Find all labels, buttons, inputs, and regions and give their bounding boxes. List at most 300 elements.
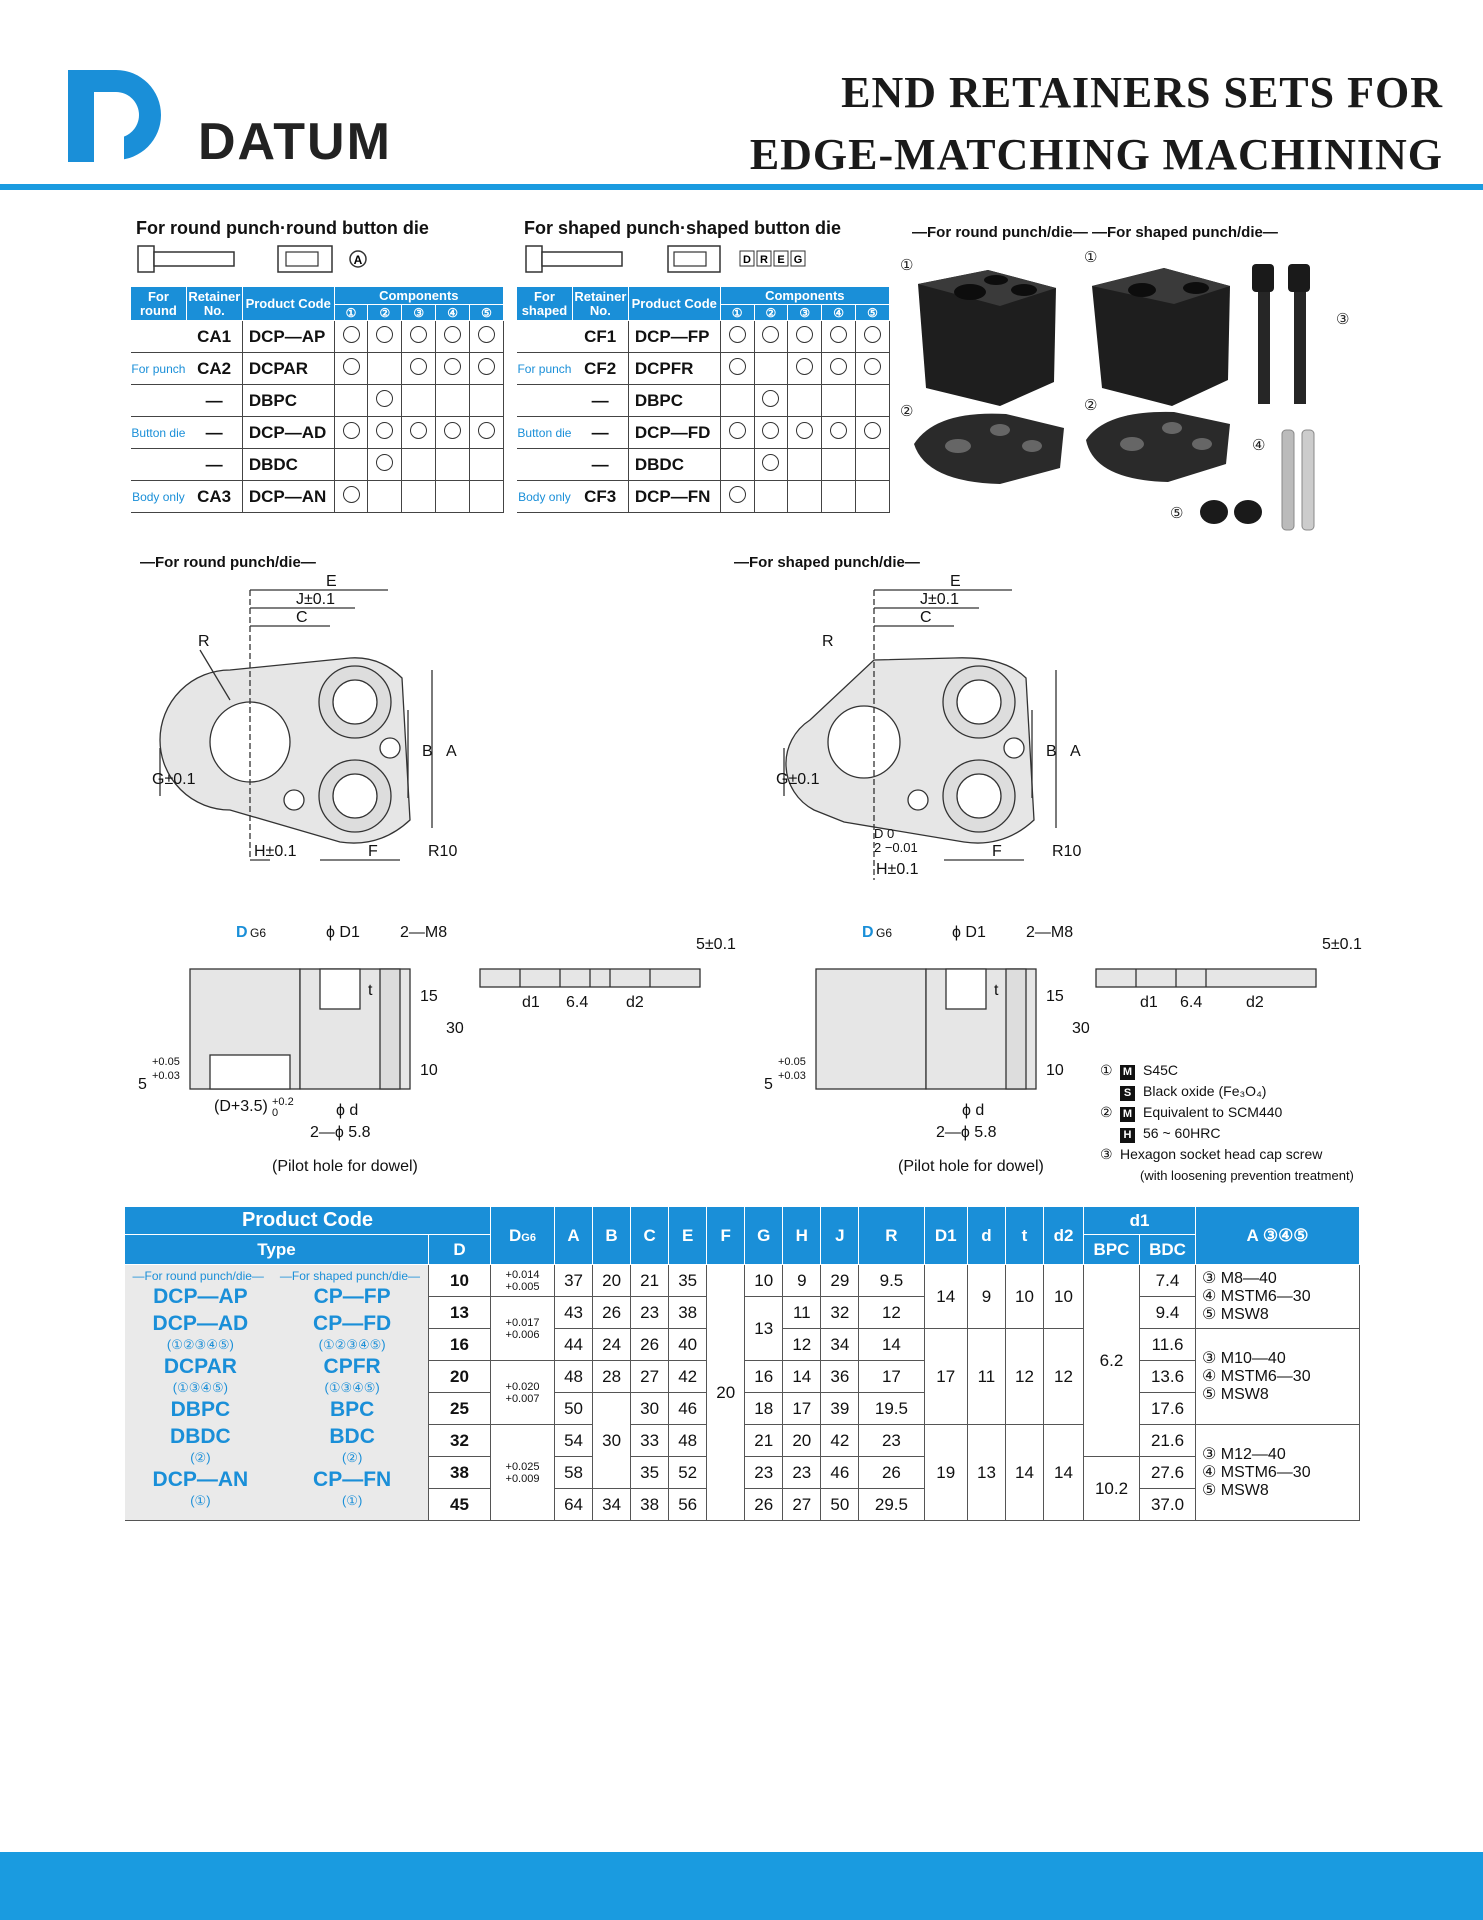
dim-r: R	[822, 633, 834, 650]
j-value: 29	[821, 1265, 859, 1297]
round-type-head: —For round punch/die—	[132, 1269, 264, 1283]
component-num-1: ①	[720, 305, 754, 321]
material-text: (with loosening prevention treatment)	[1140, 1168, 1354, 1183]
material-code-badge: M	[1120, 1107, 1135, 1122]
dim-dtol0: 0	[272, 1107, 279, 1119]
row-group: Body only	[517, 481, 573, 513]
included-circle-icon	[410, 358, 427, 375]
component-cell	[368, 449, 402, 481]
material-text: Black oxide (Fe₃O₄)	[1143, 1083, 1267, 1099]
d-size: 38	[429, 1457, 491, 1489]
dim-m8: 2—M8	[1026, 924, 1074, 941]
shaped-badge-r: R	[760, 254, 768, 266]
grp-t-value: 12	[1005, 1329, 1043, 1425]
dim-15: 15	[1046, 988, 1064, 1005]
included-circle-icon	[444, 422, 461, 439]
component-cell	[754, 353, 788, 385]
screw-spec	[1196, 1265, 1360, 1329]
dg6-tol	[491, 1297, 555, 1361]
component-cell	[470, 353, 504, 385]
col-components: Components	[720, 287, 889, 305]
r-value: 14	[859, 1329, 924, 1361]
d-size: 25	[429, 1393, 491, 1425]
grp-d-value: 9	[967, 1265, 1005, 1329]
bdc-value: 9.4	[1140, 1297, 1196, 1329]
brand-name: DATUM	[198, 113, 392, 171]
bdc-value: 37.0	[1140, 1489, 1196, 1521]
row-group: For punch	[131, 353, 187, 385]
th-f: F	[707, 1207, 745, 1265]
component-cell	[856, 385, 890, 417]
th-t: t	[1005, 1207, 1043, 1265]
row-code: DBPC	[242, 385, 334, 417]
dim-d58: 2—ϕ 5.8	[310, 1124, 371, 1141]
included-circle-icon	[444, 326, 461, 343]
round-badge: A	[353, 253, 363, 267]
component-num-3: ③	[788, 305, 822, 321]
g-value: 16	[745, 1361, 783, 1393]
col-product-code: Product Code	[242, 287, 334, 321]
dim-m8: 2—M8	[400, 924, 448, 941]
j-value: 50	[821, 1489, 859, 1521]
product-photos	[896, 250, 1356, 540]
component-cell	[402, 449, 436, 481]
h-value: 11	[783, 1297, 821, 1329]
row-code: DCP—AP	[242, 321, 334, 353]
bpc-value: 10.2	[1084, 1457, 1140, 1521]
dim-f: F	[992, 843, 1002, 860]
type-row	[125, 1337, 429, 1353]
dim-tol-a: +0.05	[778, 1056, 806, 1068]
dim-10: 10	[420, 1062, 438, 1079]
row-no: —	[572, 385, 628, 417]
page-title	[743, 62, 1443, 186]
drawing-round-label: —For round punch/die—	[140, 554, 316, 571]
type-row	[125, 1310, 429, 1337]
dim-d-tol: D 0	[874, 826, 895, 841]
component-cell	[334, 353, 368, 385]
photo-round-label: —For round punch/die—	[912, 224, 1088, 241]
th-type: Type	[125, 1235, 429, 1265]
round-top-view-drawing	[140, 570, 480, 880]
component-num-3: ③	[402, 305, 436, 321]
row-group	[517, 449, 573, 481]
dim-tol-b: +0.03	[152, 1070, 180, 1082]
included-circle-icon	[376, 326, 393, 343]
shaped-badge-d: D	[743, 254, 751, 266]
component-cell	[788, 385, 822, 417]
included-circle-icon	[478, 422, 495, 439]
r-value: 19.5	[859, 1393, 924, 1425]
dim-a: A	[446, 743, 457, 760]
dim-a: A	[1070, 743, 1081, 760]
dim-30: 30	[1072, 1020, 1090, 1037]
dim-d1-small: d1	[522, 994, 540, 1011]
material-text: S45C	[1143, 1062, 1179, 1078]
included-circle-icon	[864, 326, 881, 343]
c-value: 27	[631, 1361, 669, 1393]
included-circle-icon	[796, 422, 813, 439]
component-cell	[436, 353, 470, 385]
row-no: CA1	[186, 321, 242, 353]
a-value: 48	[555, 1361, 593, 1393]
materials-list	[1100, 1060, 1354, 1186]
table-row	[517, 417, 890, 449]
row-no: —	[186, 385, 242, 417]
col-type: For round	[131, 287, 187, 321]
e-value: 35	[669, 1265, 707, 1297]
component-cell	[402, 417, 436, 449]
component-cell	[822, 353, 856, 385]
type-row	[125, 1283, 429, 1310]
shaped-type-head: —For shaped punch/die—	[279, 1269, 420, 1283]
screw-line: ⑤ MSW8	[1202, 1305, 1269, 1323]
j-value: 34	[821, 1329, 859, 1361]
included-circle-icon	[762, 454, 779, 471]
component-num-2: ②	[368, 305, 402, 321]
material-num: ①	[1100, 1062, 1113, 1078]
material-num: ②	[1100, 1104, 1113, 1120]
type-row	[125, 1466, 429, 1493]
th-bpc: BPC	[1084, 1235, 1140, 1265]
tol-upper: +0.020	[505, 1380, 540, 1393]
material-num: ③	[1100, 1146, 1113, 1162]
shaped-badge-g: G	[793, 254, 803, 266]
r-value: 26	[859, 1457, 924, 1489]
component-cell	[720, 353, 754, 385]
round-components-table	[130, 286, 504, 513]
c-value: 26	[631, 1329, 669, 1361]
dim-c: C	[920, 609, 932, 626]
tol-upper: +0.025	[505, 1460, 540, 1473]
h-value: 14	[783, 1361, 821, 1393]
photo-shaped-label: —For shaped punch/die—	[1092, 224, 1278, 241]
col-retainer-no: Retainer No.	[186, 287, 242, 321]
round-type-code: (②)	[190, 1450, 211, 1465]
component-cell	[436, 417, 470, 449]
included-circle-icon	[729, 358, 746, 375]
photo-num-5: ⑤	[1170, 505, 1184, 522]
component-cell	[720, 449, 754, 481]
datum-logo-icon	[66, 68, 164, 164]
screw-line: ⑤ MSW8	[1202, 1481, 1269, 1499]
round-type-code: DCP—AD	[152, 1312, 249, 1335]
component-cell	[334, 321, 368, 353]
tol-upper: +0.014	[505, 1268, 540, 1281]
bdc-value: 21.6	[1140, 1425, 1196, 1457]
tol-lower: +0.006	[505, 1328, 540, 1341]
dim-d-tol2: 2 −0.01	[874, 840, 918, 855]
component-cell	[402, 385, 436, 417]
a-value: 54	[555, 1425, 593, 1457]
c-value: 33	[631, 1425, 669, 1457]
material-line	[1100, 1102, 1354, 1123]
tol-lower: +0.005	[505, 1280, 540, 1293]
grp-d1-value: 17	[924, 1329, 967, 1425]
f-value: 20	[707, 1265, 745, 1521]
a-value: 58	[555, 1457, 593, 1489]
dim-dtol: +0.2	[272, 1096, 294, 1108]
th-g: G	[745, 1207, 783, 1265]
material-line	[1100, 1081, 1354, 1102]
row-no: CA3	[186, 481, 242, 513]
material-line	[1100, 1144, 1354, 1165]
b-value: 26	[593, 1297, 631, 1329]
c-value: 23	[631, 1297, 669, 1329]
type-row	[125, 1396, 429, 1423]
material-line	[1100, 1165, 1354, 1186]
round-type-code: (①③④⑤)	[172, 1380, 229, 1395]
grp-d-value: 13	[967, 1425, 1005, 1521]
screw-line: ⑤ MSW8	[1202, 1385, 1269, 1403]
component-cell	[334, 481, 368, 513]
dim-d1: ϕ D1	[952, 924, 986, 941]
dim-tol-b: +0.03	[778, 1070, 806, 1082]
header-divider	[0, 184, 1483, 190]
component-cell	[754, 321, 788, 353]
round-section-view-drawing	[130, 915, 736, 1180]
row-code: DBDC	[242, 449, 334, 481]
component-num-2: ②	[754, 305, 788, 321]
d-size: 20	[429, 1361, 491, 1393]
shaped-top-view-drawing	[764, 570, 1104, 890]
included-circle-icon	[444, 358, 461, 375]
shaped-badge-e: E	[777, 254, 785, 266]
th-d: d	[967, 1207, 1005, 1265]
dim-d58: 2—ϕ 5.8	[936, 1124, 997, 1141]
material-text: Hexagon socket head cap screw	[1120, 1146, 1323, 1162]
e-value: 40	[669, 1329, 707, 1361]
a-value: 64	[555, 1489, 593, 1521]
row-no: CF2	[572, 353, 628, 385]
dim-5: 5	[138, 1076, 147, 1093]
dim-phi-d: ϕ d	[336, 1102, 359, 1119]
row-code: DCPAR	[242, 353, 334, 385]
th-screws: A ③④⑤	[1196, 1207, 1360, 1265]
component-cell	[436, 385, 470, 417]
round-type-code: DBPC	[170, 1398, 231, 1421]
component-cell	[368, 481, 402, 513]
dim-d1-small: d1	[1140, 994, 1158, 1011]
shaped-components-table	[516, 286, 890, 513]
dim-b: B	[1046, 743, 1057, 760]
type-column	[125, 1265, 429, 1521]
dim-10: 10	[1046, 1062, 1064, 1079]
h-value: 20	[783, 1425, 821, 1457]
component-cell	[368, 385, 402, 417]
round-type-code: (①②③④⑤)	[166, 1337, 234, 1352]
screw-line: ④ MSTM6—30	[1202, 1463, 1311, 1481]
row-code: DCP—AD	[242, 417, 334, 449]
dim-t: t	[368, 982, 373, 999]
included-circle-icon	[762, 390, 779, 407]
component-cell	[788, 353, 822, 385]
dim-g: G±0.1	[776, 771, 820, 788]
dim-j: J±0.1	[296, 591, 336, 608]
drawing-shaped-label: —For shaped punch/die—	[734, 554, 920, 571]
included-circle-icon	[796, 358, 813, 375]
j-value: 32	[821, 1297, 859, 1329]
dim-g: G±0.1	[152, 771, 196, 788]
component-num-5: ⑤	[470, 305, 504, 321]
grp-d1-value: 14	[924, 1265, 967, 1329]
included-circle-icon	[410, 422, 427, 439]
table-row	[517, 449, 890, 481]
b-value: 28	[593, 1361, 631, 1393]
component-cell	[436, 321, 470, 353]
col-type: For shaped	[517, 287, 573, 321]
screw-line: ③ M10—40	[1202, 1349, 1286, 1367]
a-value: 50	[555, 1393, 593, 1425]
spec-table	[124, 1206, 1360, 1521]
component-num-5: ⑤	[856, 305, 890, 321]
included-circle-icon	[478, 358, 495, 375]
material-code-badge: M	[1120, 1065, 1135, 1080]
row-group: Body only	[131, 481, 187, 513]
screw-spec	[1196, 1425, 1360, 1521]
component-cell	[436, 449, 470, 481]
row-no: —	[572, 449, 628, 481]
th-c: C	[631, 1207, 669, 1265]
included-circle-icon	[830, 358, 847, 375]
a-value: 37	[555, 1265, 593, 1297]
included-circle-icon	[762, 326, 779, 343]
round-punch-icon	[136, 242, 376, 276]
c-value: 30	[631, 1393, 669, 1425]
dim-e: E	[326, 573, 337, 590]
dim-f: F	[368, 843, 378, 860]
included-circle-icon	[830, 326, 847, 343]
shaped-type-code: (①③④⑤)	[324, 1380, 380, 1395]
dim-r: R	[198, 633, 210, 650]
included-circle-icon	[729, 326, 746, 343]
included-circle-icon	[864, 358, 881, 375]
component-cell	[788, 417, 822, 449]
c-value: 21	[631, 1265, 669, 1297]
component-cell	[856, 321, 890, 353]
r-value: 9.5	[859, 1265, 924, 1297]
th-d-size: D	[429, 1235, 491, 1265]
th-product-code: Product Code	[125, 1207, 491, 1235]
shaped-type-code: (②)	[341, 1450, 363, 1465]
included-circle-icon	[478, 326, 495, 343]
grp-d2-value: 14	[1044, 1425, 1084, 1521]
photo-num-2a: ②	[900, 403, 914, 420]
c-value: 38	[631, 1489, 669, 1521]
component-cell	[856, 449, 890, 481]
e-value: 48	[669, 1425, 707, 1457]
table-row	[131, 481, 504, 513]
component-cell	[720, 385, 754, 417]
included-circle-icon	[830, 422, 847, 439]
component-cell	[788, 321, 822, 353]
dim-r10: R10	[1052, 843, 1082, 860]
component-cell	[822, 481, 856, 513]
component-cell	[334, 417, 368, 449]
e-value: 42	[669, 1361, 707, 1393]
dim-e: E	[950, 573, 961, 590]
r-value: 23	[859, 1425, 924, 1457]
table-row	[517, 385, 890, 417]
type-row	[125, 1423, 429, 1450]
screw-line: ④ MSTM6—30	[1202, 1287, 1311, 1305]
row-group: Button die	[131, 417, 187, 449]
dim-5-01: 5±0.1	[696, 936, 736, 953]
dim-d2: d2	[626, 994, 644, 1011]
h-value: 17	[783, 1393, 821, 1425]
j-value: 39	[821, 1393, 859, 1425]
component-cell	[822, 321, 856, 353]
grp-d2-value: 12	[1044, 1329, 1084, 1425]
dg6-tol	[491, 1425, 555, 1521]
row-no: —	[572, 417, 628, 449]
shaped-type-code: (①②③④⑤)	[318, 1337, 386, 1352]
d-size: 16	[429, 1329, 491, 1361]
d-size: 13	[429, 1297, 491, 1329]
material-code-badge: S	[1120, 1086, 1135, 1101]
dim-30: 30	[446, 1020, 464, 1037]
component-cell	[788, 449, 822, 481]
component-num-4: ④	[822, 305, 856, 321]
screw-spec	[1196, 1329, 1360, 1425]
dim-r10: R10	[428, 843, 458, 860]
shaped-type-code: CP—FN	[313, 1468, 392, 1491]
component-cell	[720, 481, 754, 513]
dim-d1: ϕ D1	[326, 924, 360, 941]
shaped-type-code: (①)	[341, 1493, 363, 1508]
shaped-type-code: CP—FP	[313, 1285, 391, 1308]
row-group	[517, 321, 573, 353]
dg6-tol	[491, 1265, 555, 1297]
component-cell	[822, 385, 856, 417]
th-a: A	[555, 1207, 593, 1265]
screw-line: ③ M12—40	[1202, 1445, 1286, 1463]
h-value: 23	[783, 1457, 821, 1489]
component-cell	[470, 481, 504, 513]
type-row	[125, 1450, 429, 1466]
component-cell	[720, 321, 754, 353]
dim-phi-d: ϕ d	[962, 1102, 985, 1119]
dim-j: J±0.1	[920, 591, 960, 608]
component-cell	[822, 417, 856, 449]
row-code: DBDC	[628, 449, 720, 481]
component-cell	[334, 385, 368, 417]
row-no: —	[186, 417, 242, 449]
e-value: 46	[669, 1393, 707, 1425]
component-cell	[470, 385, 504, 417]
grp-t-value: 10	[1005, 1265, 1043, 1329]
j-value: 36	[821, 1361, 859, 1393]
type-row	[125, 1380, 429, 1396]
th-b: B	[593, 1207, 631, 1265]
dim-6-4: 6.4	[1180, 994, 1203, 1011]
shaped-punch-icon	[524, 242, 814, 276]
row-code: DCP—FN	[628, 481, 720, 513]
bdc-value: 13.6	[1140, 1361, 1196, 1393]
material-line	[1100, 1123, 1354, 1144]
footer-bar	[0, 1852, 1483, 1920]
th-j: J	[821, 1207, 859, 1265]
a-value: 43	[555, 1297, 593, 1329]
d-size: 45	[429, 1489, 491, 1521]
material-code-badge: H	[1120, 1128, 1135, 1143]
type-row	[125, 1353, 429, 1380]
photo-num-4: ④	[1252, 437, 1266, 454]
material-text: Equivalent to SCM440	[1143, 1104, 1283, 1120]
component-num-1: ①	[334, 305, 368, 321]
dg6-tol	[491, 1361, 555, 1425]
shaped-type-code: CPFR	[323, 1355, 381, 1378]
